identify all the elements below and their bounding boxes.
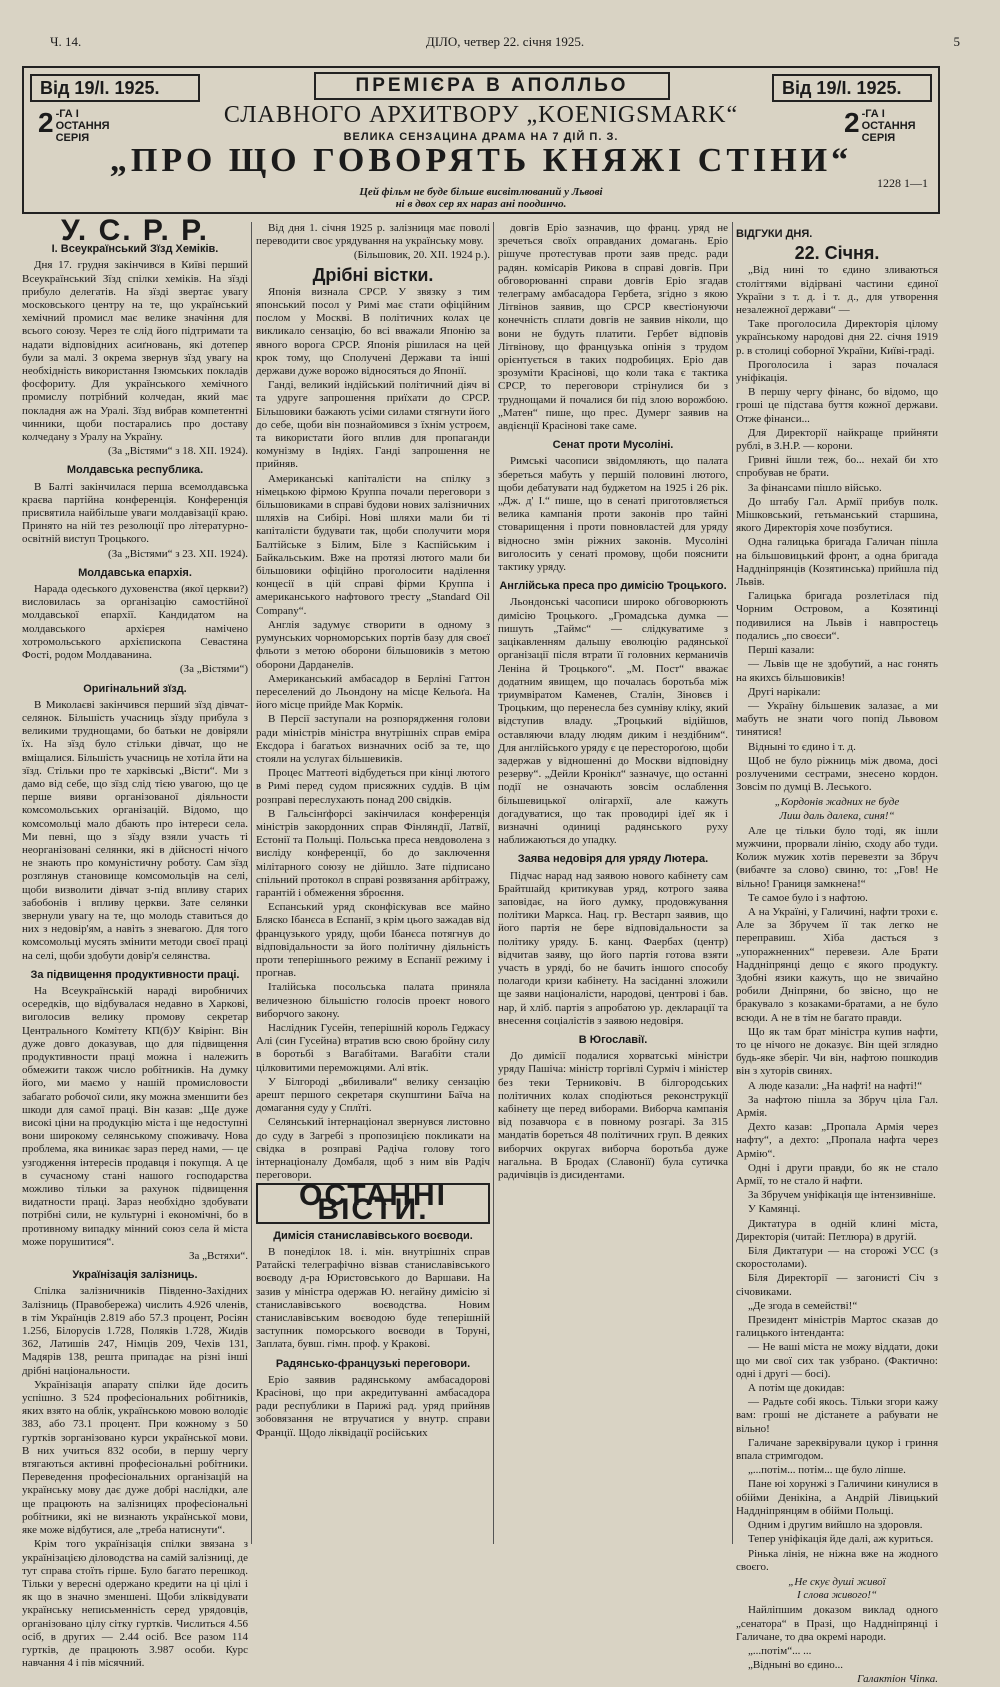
latest-news-box [256, 1179, 490, 1226]
ad-date-right: Від 19/I. 1925. [772, 74, 932, 102]
article-paragraph: За фінансами пішло військо. [748, 481, 882, 494]
ad-series-left [38, 108, 118, 144]
article-heading: Заява недовіря для уряду Лютера. [517, 853, 709, 866]
ad-date-left: Від 19/I. 1925. [30, 74, 200, 102]
article-source: За „Встяхи“. [189, 1250, 248, 1263]
article-paragraph: — Львів ще не здобутий, а нас гонять на якихсь більшовиків! [736, 658, 938, 684]
article-paragraph: Від дня 1. січня 1925 р. залізниця має поволі переводити своє урядування на українську мову. [256, 222, 490, 248]
column-4 [736, 222, 938, 1686]
article-paragraph: Галицька бригада розлетілася під Чорним Островом, а Козятинці подивилися на Львів і навпростець подались „по своєси“. [736, 590, 938, 642]
article-paragraph: — Радьте собі якось. Тільки згори кажу вам: гроші не дістанете а рабувати не вільно! [736, 1396, 938, 1435]
article-paragraph: В першу чергу фінанс, бо відомо, що гроші це підстава буття кожної держави. Отже фінанси... [736, 386, 938, 425]
article-paragraph: Римські часописи звідомляють, що палата збереться мабуть у першій половині лютого, щоби дебатувати над буджетом на 1925 і 26 рік. „Дж. д' І.“ пише, що в сенаті приготовляється велика кампанія проти законів про тайні стоварищення і проти повновластей для уряду відносно змін ріжних законів. Мусоліні виголосить у сенаті промову, щоби пояснити тактику уряду. [498, 455, 728, 574]
article-paragraph: Гривні йшли теж, бо... нехай би хто спробував не брати. [736, 454, 938, 480]
ad-note [224, 186, 738, 210]
article-paragraph: „...потім... потім... ще було ліпше. [748, 1464, 906, 1477]
article-source: (За „Вістями“ з 23. XII. 1924). [108, 547, 248, 560]
article-paragraph: Другі нарікали: [748, 685, 821, 698]
article-heading: Молдавська епархія. [78, 566, 192, 579]
article-paragraph: Українізація апарату спілки йде досить успішно. З 524 професіональних робітників, яких взято на облік, українською мовою володіє 383, або 73.1 процент. При кожному з 50 гуртків зорганізовано курси української мови. В них учиться 832 особи, в першу чергу втягаються активні професіональні робітники. Переведення професіональних організацій на українську мову дає дуже добрі наслідки, але ще працюють на залізницях професіональні робітники, які не визнають української мови, яке може відбутися, але „треба натиснути“. [22, 1378, 248, 1537]
article-paragraph: За Збручем уніфікація ще інтензивніше. [748, 1189, 936, 1202]
article-paragraph: Одні і други правди, бо як не стало Армії, то не стало й нафти. [736, 1161, 938, 1188]
page-header [50, 34, 960, 52]
article-paragraph: Льондонські часописи широко обговорюють димісію Троцького. „Громадська думка — пишуть „Таймс“ — слідкуватиме з зацікавленням дальшу еволюцію радянської організації після втрати її головних керманичів Леніна й Троцького“. „М. Пост“ вважає додатним явищем, що почалась боротьба між триумвіратом Каменев, Сталін, Зіновєв і Троцьким, що перенесла без сумніву кліку, який відступив владу. „Троцький відійшов, оставляючи владу людям диким і нездібним“. Для англійського уряду є це перестороґою, щоби задержав у відношенні до Москви відповідну резерву“. „Дейли Кронікл“ зазначує, що останні події не означають зовсім ослаблення більшевицької олігархії, але кажуть догадуватися, що так проводирі ідеї як і визначні одиниці радянського руху наближаються до упадку. [498, 596, 728, 847]
article-paragraph: Перші казали: [748, 644, 815, 657]
article-paragraph: Крім того українізація спілки звязана з українізацією діловодства на самій залізниці, де тут справа стоїть гірше. Було багато перешкод. Тільки у вересні одержано кредити на ці цілі і як що в значно зменшені. Щоби зліквідувати українську неписьменність серед урядовців, організовано цілу сітку гуртків. Числиться 4.56 осіб, в других — 2.44 осіб. Все разом 114 гуртків, де працюють 3.987 особи. Курс навчання 4 і пів місячний. [22, 1538, 248, 1670]
news-item: В Гальсінґфорсі закінчилася конференція міністрів закордонних справ Фінляндії, Латвії, Естонії та Польщі. Польська преса невдоволена з висліду конференції, бо до заключення мілітарного союзу не дійшло. Зате підписано спільний протокол в справі розвязання арбітражу, гарантій і обмеження зброєння. [256, 807, 490, 899]
column-2 [256, 222, 490, 1544]
news-item: Американські капіталісти на спілку з німецькою фірмою Круппа почали переговори з більшовиками в справі будови нових залізничних шляхів на Сибірі. Нові шляхи мали би ті капіталісти будувати так, щоби сполучити моря Балтійське з Білим, Біле з Каспійським і Байкальським. Вже на протязі лютого мали би більшовики офіційно проголосити наділення концесії в цій справі фірми Круппа і американського нафтового тресту „Standard Oil Company“. [256, 472, 490, 617]
article-paragraph: До штабу Гал. Армії прибув полк. Мішковський, гетьманський старшина, якого Директорія хоче позбутися. [736, 495, 938, 535]
article-paragraph: Нарада одеського духовенства (якої церкви?) висловилась за організацію самостійної молдавської епархії. Кандидатом на молдавського архієрея наміченo хотромольського архієпископа Севастяна Фості, родом Молдаванина. [22, 583, 248, 662]
article-paragraph: У Камянці. [748, 1203, 801, 1216]
article-paragraph: Галичане зареквірували цукор і гриння впала стримгодом. [736, 1436, 938, 1463]
article-paragraph: Президент міністрів Мартос сказав до галицького інтенданта: [736, 1314, 938, 1340]
poem-line: Лиш даль далека, синя!“ [779, 809, 895, 822]
issue-number: Ч. 14. [50, 34, 82, 49]
article-paragraph: Біля Директорії — загонисті Січ з січовиками. [736, 1272, 938, 1298]
article-paragraph: Проголосила і зараз почалася уніфікація. [736, 358, 938, 385]
news-item: Англія задумує створити в одному з румунських чорноморських портів базу для своєї фльоти з метою оборони більшовиків з метою оборони Дарданелів. [256, 618, 490, 671]
article-paragraph: Пане юі хорунжі з Галичини кинулися в обійми Денікіна, а Андрій Лівицький Наддніпрянцям в обійми Польщі. [736, 1478, 938, 1517]
ad-code: 1228 1—1 [877, 176, 928, 190]
article-paragraph: До димісії подалися хорватські міністри уряду Пашіча: міністр торгівлі Сурміч і міністер без теки Терниковіч. В білгородських політичних колах сподіються реконструкції кабінету ще перед виборами. Виборча кампанія від позавчора є в повному розгарі. За 315 мандатів бореться 48 політичних груп. В деяких виборчих округах виборча боротьба дуже нагальна. В Бродах (Славонії) була сутичка радичівців із дисидентами. [498, 1050, 728, 1182]
article-paragraph: Підчас нарад над заявою нового кабінету сам Брайтшайд критикував уряд, котрого заява заповідає, на його думку, продовжування політики Маркса. Нац. гр. Вестарп заявив, що його партія не бере відповідальности за політику уряду. Б. канц. Фаербах (центр) відчитав заяву, що його партія готова взяти участь в уряді, бо не бачить іншого способу полагоди кризи кабінету. На засіданні зложили ще заяви націоналісти, народові, центрові і бав. нар, й хліб. партія з апробатою ур. декларації та внесення соціалістів з заявою недовіря. [498, 869, 728, 1027]
article-source: (За „Вістями“ з 18. XII. 1924). [108, 445, 248, 458]
news-item: Процес Маттеоті відбудеться при кінці лютого в Римі перед судом присяжних суддів. В цім розправі переслухають понад 200 свідків. [256, 767, 490, 806]
article-paragraph: А на Україні, у Галичині, нафти трохи є. Але за Збручем її так легко не переправиш. Хіба дасться з „упоражненних“ перевези. Але Брати Наддніпрянці дещо є якого продукту. Здобні язики кажуть, що не звичайно робили Дніпряни, бо звісно, що не бракувало з козаками-братами, а не було всюди. А не в тім не багато правди. [736, 905, 938, 1024]
article-paragraph: Щоб не було ріжниць між двома, досі розлученими сестрами, знесено кордон. Зовсім по думці В. Леського. [736, 754, 938, 794]
news-item: Американський амбасадор в Берліні Гаттон переселений до Льондону на місце Кельоґа. На його місце прийде Мак Кормік. [256, 672, 490, 712]
article-paragraph: В Миколаєві закінчився перший зїзд дівчат-селянок. Більшість учасниць зїзду прибула з великими труднощами, бо батьки не довіряли їх. На зїзд було стільки дівчат, що не вміщалися. Більшість учасниць не хотіла йти на зїзд. Стільки про те харківські „Вісти“. Ми з дамо від себе, що зїзд слід тією увагою, що це перше вияви організованої діяльности комсомольських організацій. Відомо, що комсомольці мало дбають про інтереси села. Ми певні, що з зїзду взяли участь ті неорганізовані селянки, які в дійсності нічого не знають про комуністичну роботу. Сам зїзд розглянув становище комсомольців на селі, щоби визволити дівчат з-під впливу старих забобонів і впливу церкви. Зате селянки звернули увагу на те, що молодь ставиться до них з недовір'ям, а навіть з зневагою. Для того комсомольці мусять змінити методи своєї праці на селі, щоби здобути довір'я селянства. [22, 698, 248, 962]
article-paragraph: На Всеукраїнській нараді виробничих осередків, що відбувалася недавно в Харкові, виголосив велику промову секретар Центрального Комітету КП(б)У Квірінг. Він дуже довго доказував, що для підвищення продуктивности праці можна і належить обмежити також число робітників. На думку його, ми маємо у нашій промисловости забагато робочої сили, яку можна зменшити без шкоди для самої праці. Він казав: „Ще дуже високі ціни на продукцію міста і ще недоступні вони широкому селянському споживачу. Нова проблема, яка виникає зараз перед нами, — це узгодження інтересів продавця і покупця. А це в сучасному стані нашого господарства можливо тільки за рахунок підвищення видатности праці. Зараз необхідно здобувати потрібні сили, не культурні і економічні, бо в противному випадку мінний союз села й міста може порушитися“. [22, 984, 248, 1248]
column-divider [493, 222, 494, 1544]
feuilleton-title: 22. Січня. [794, 243, 880, 264]
article-heading: І. Всеукраїнський Зїзд Хеміків. [51, 243, 219, 256]
article-paragraph: Що як там брат міністра купив нафти, то це нічого не доказує. Він щей зглядно будь-яке зберіг. Чи він, нафтою пошкодив він з хуторів свинях. [736, 1025, 938, 1078]
poem-quote [736, 1576, 938, 1602]
article-paragraph: Дехто казав: „Пропала Армія через нафту“, а дехто: „Пропала нафта через Армію“. [736, 1121, 938, 1160]
ad-note-line1: Цей фільм не буде більше висвітлюваний у Львові [359, 186, 603, 198]
article-heading: Українізація залізниць. [72, 1269, 198, 1282]
section-title-short-news: Дрібні вістки. [312, 264, 434, 285]
ad-note-line2: ні в двох сер ях нараз ані поодинчо. [395, 198, 567, 210]
ad-series-number: 2 [38, 107, 54, 138]
news-item: Селянський інтернаціонал звернувся листовно до суду в Загребі з пропозицією покликати на свідка в розправі Радіча голову того інтернаціоналу Домбаля, щоб з ним вів Радіч переговори. [256, 1116, 490, 1182]
article-paragraph: — Україну більшевик залазає, а ми мабуть не знати чого попід Львовом тинятися! [736, 699, 938, 739]
article-paragraph: Спілка залізничників Південно-Західних Залізниць (Правобережа) числить 4.926 членів, в тім Українців 2.819 або 57.3 процент, Росіян 1.256, Білорусів 1.728, Поляків 1.728, Жидів 362, Латишів 247, Німців 209, Чехів 131, Мадярів 138, решта припадає на різні інші дрібні національности. [22, 1285, 248, 1377]
article-paragraph: — Не ваші міста не можу віддати, доки що ми свої сих так узбрано. (Фактично: одні і другі — босі). [736, 1341, 938, 1380]
article-paragraph: „Відныні во єдино... [748, 1659, 844, 1672]
poem-quote [736, 796, 938, 822]
news-item: Ганді, великий індійський політичний діяч ві та удруге запрошення приїхати до СРСР. Більшовики бажають усіми силами стягнути його до себе, щоби він познайомився з їхнім устроєм, та використати його вплив для пропаганди комунізму в Індіях. Ганді запрошення не прийняв. [256, 379, 490, 471]
article-paragraph: Диктатура в одній клині міста, Директорія (читай: Петлюра) в другій. [736, 1217, 938, 1243]
article-paragraph: Те самое було і з нафтою. [748, 891, 868, 904]
article-paragraph: Але це тільки було тоді, як ішли мужчини, прорвали лінію, сходу або туди. Колиж мужик хотів перевезти за Збруч (вибачте за слово) свиню, то: „Гов! Не вільно! Границя замкнена!“ [736, 824, 938, 890]
cinema-advertisement [22, 66, 940, 214]
news-item: Наслідник Гусейн, теперішній король Геджасу Алі (син Гусейна) втратив всю свою бройну силу в боротьбі з Вагабітами. Вагабіти стали цілковитими переможцями. Алі втік. [256, 1021, 490, 1074]
article-paragraph: Найліпшим доказом виклад одного „сенатора“ в Празі, що Наддніпрянці і Галичане, то два окремі народи. [736, 1604, 938, 1643]
article-heading: Сенат проти Мусоліні. [552, 439, 674, 452]
article-paragraph: А люде казали: „На нафті! на нафті!“ [748, 1079, 923, 1092]
column-divider [732, 222, 733, 1544]
article-heading: Англійська преса про димісію Троцького. [499, 580, 727, 593]
article-heading: Молдавська республика. [66, 464, 204, 477]
news-item: В Персії заступали на розпорядження голови ради міністрів міністра внутрішніх справ еміра Ексдора і багатьох визначних осіб за те, що стояли на услугах більшевиків. [256, 713, 490, 765]
ad-series-right [844, 108, 924, 144]
article-paragraph: довгів Еріо зазначив, що франц. уряд не зречеться своїх оправданих домагань. Еріо рішуче протестував проти заяв предс. ради радян. комісарів Рикова в справі довгів. При обговорюванні справи довгів Еріо згадав телеграму амбасадора Гербета, згідно з якою Літвінов заявив, що СРСР квестіонуючи конечність сплати довгів не заявив ніколи, що вони не будуть платити. Гербет відповів Літвінову, що французька опінія з трудом орієнтується в таких подробицях. Еріо дав зрозуміти Красінові, що коли така є тактика СРСР, то переговори стрінулися би з труднощами й почалися би під злою ворожбою. „Матен“ пише, що прес. Думерг заявив на авдієнції Красінові таке саме. [498, 222, 728, 433]
poem-line: „Кордонів жадних не буде [774, 796, 900, 809]
ad-series-number: 2 [844, 107, 860, 138]
ad-film-title: „ПРО ЩО ГОВОРЯТЬ КНЯЖІ СТІНИ“ [109, 142, 853, 179]
article-heading: В Югославії. [578, 1033, 648, 1046]
masthead-date: ДІЛО, четвер 22. січня 1925. [425, 34, 585, 49]
article-heading: Радянсько-французькі переговори. [275, 1357, 471, 1370]
poem-line: „Не скує душі живої [788, 1575, 886, 1588]
ad-title-line2: ВЕЛИКА СЕНЗАЦИНА ДРАМА НА 7 ДІЙ П. З. [343, 131, 619, 143]
news-item: Еспанський уряд сконфіскував все майно Бляско Ібанєса в Еспанії, з крім цього зажадав від французького уряду, щоби Ібанєса потягнув до відповідальности за його політичну діяльність проти теперішнього режиму в Еспанії режиму і прогнав. [256, 901, 490, 980]
article-heading: За підвищення продуктивности праці. [30, 968, 240, 981]
article-paragraph: Дня 17. грудня закінчився в Київі перший Всеукраїнський Зїзд спілки хеміків. На зїзді прибуло делегатів. На зїзді звертає увагу московського центру на те, що український хемічний промисл має велике значіння для всього союзу. Через те слід його підтримати та надати відповідних асиґновань, які дотепер були за малі. З окрема звернув зїзд увагу на необхідність використання Ізюмських покладів фосфориту. Для українського хемічного промислу потрібний колчедан, який має покладня аж на Уралі. Зїзд вибрав компетентні чинники, щоби постарались про доставу колчедану з Уралу на Україну. [22, 259, 248, 444]
ad-title-line1: СЛАВНОГО АРХИТВОРУ „KOENIGSMARK“ [223, 102, 739, 128]
ad-premiere-banner: ПРЕМІЄРА В АПОЛЛЬО [314, 72, 670, 100]
article-paragraph: Біля Диктатури — на сторожі УСС (з скоростолами). [736, 1245, 938, 1271]
column-1 [22, 214, 248, 1670]
article-paragraph: За нафтою пішла за Збруч ціла Гал. Армія. [736, 1093, 938, 1119]
article-paragraph: Для Директорії найкраще прийняти рублі, в З.Н.Р. — корони. [736, 426, 938, 453]
ad-series-text: -ГА І ОСТАННЯ СЕРІЯ [55, 108, 110, 144]
section-title-latest-news: ОСТАННІ ВІСТИ. [298, 1179, 448, 1226]
column-3 [498, 222, 728, 1544]
article-paragraph: Тепер уніфікація йде далі, аж куриться. [748, 1533, 934, 1546]
column-divider [251, 222, 252, 1544]
article-paragraph: В понеділок 18. і. мін. внутрішніх справ Ратайскі телеграфічно візвав станиславівського воєводу д-ра Юристовського до Варшави. На зазив у міністра одержав Ю. негайну димісію зі станиславівського воєводства. Новим станиславівським воєводою буде теперішній заступник поморського воєводи в Торуні, Заплата, бувш. гімн. проф. у Кракові. [256, 1246, 490, 1351]
article-paragraph: „Де згода в семействі!“ [748, 1299, 858, 1312]
article-paragraph: А потім ще докидав: [748, 1382, 845, 1395]
feuilleton-rubric: ВІДГУКИ ДНЯ. [736, 228, 813, 240]
news-item: Італійська посольська палата приняла величезною більшістю голосів проект нового виборчого закону. [256, 981, 490, 1020]
article-paragraph: В Балті закінчилася перша всемолдавська краєва партійна конференція. Конференція присвятила найбільше уваги молдавізації краю. Принято на ній тез резолюції про літературно-освітній виступ Троцького. [22, 480, 248, 546]
article-paragraph: Одним і другим вийшло на здоровля. [748, 1519, 923, 1532]
page-number: 5 [953, 34, 960, 49]
article-heading: Димісія станиславівського воєводи. [273, 1229, 473, 1242]
article-paragraph: Еріо заявив радянському амбасадорові Красінові, що при акредитуванні амбасадора ради республики в Парижі рад. уряд прийняв зобовязання не втручатися у внутр. справи Франції. Щодо ліквідації російських [256, 1373, 490, 1439]
article-paragraph: Рінька лінія, не ніжна вже на жодного своєго. [736, 1547, 938, 1573]
section-title-ussr: У. С. Р. Р. [61, 214, 209, 247]
ad-series-text: -ГА І ОСТАННЯ СЕРІЯ [861, 108, 916, 144]
news-item: У Білгороді „вбиливали“ велику сензацію арешт першого секретаря скупштини Баїча на домагання суду у Сплїті. [256, 1075, 490, 1115]
poem-line: І слова живого!“ [796, 1589, 878, 1602]
article-source: (За „Вістями“) [179, 663, 248, 676]
article-heading: Оригінальний зїзд. [83, 682, 187, 695]
article-source: (Більшовик, 20. XII. 1924 р.). [353, 249, 490, 262]
article-paragraph: Одна галицька бригада Галичан пішла на більшовицький фронт, а одна бригада Наддніпрянців (Козятинська) прийшла під Львів. [736, 536, 938, 589]
article-paragraph: „...потім“... ... [748, 1644, 812, 1657]
article-paragraph: „Від нині то єдино зливаються століттями відірвані частини єдиної України з т. д. і т. д., для утворення незалежної держави“ — [736, 264, 938, 317]
article-paragraph: Таке проголосила Директорія цілому українському народові дня 22. січня 1919 р. в столиці соборної України, Київі-граді. [736, 318, 938, 357]
news-item: Японія визнала СРСР. У звязку з тим японський посол у Римі має стати офіційним послом у Москві. В політичних колах це викликало сензацію, бо всі вважали Японію за явного ворога СРСР. Японія рішилася на цей крок тому, що Сполучені Держави та інші держави дуже ворожо відносяться до Японії. [256, 285, 490, 378]
author-signature: Галактіон Чіпка. [857, 1673, 938, 1686]
article-paragraph: Відныні то єдино і т. д. [748, 740, 856, 753]
